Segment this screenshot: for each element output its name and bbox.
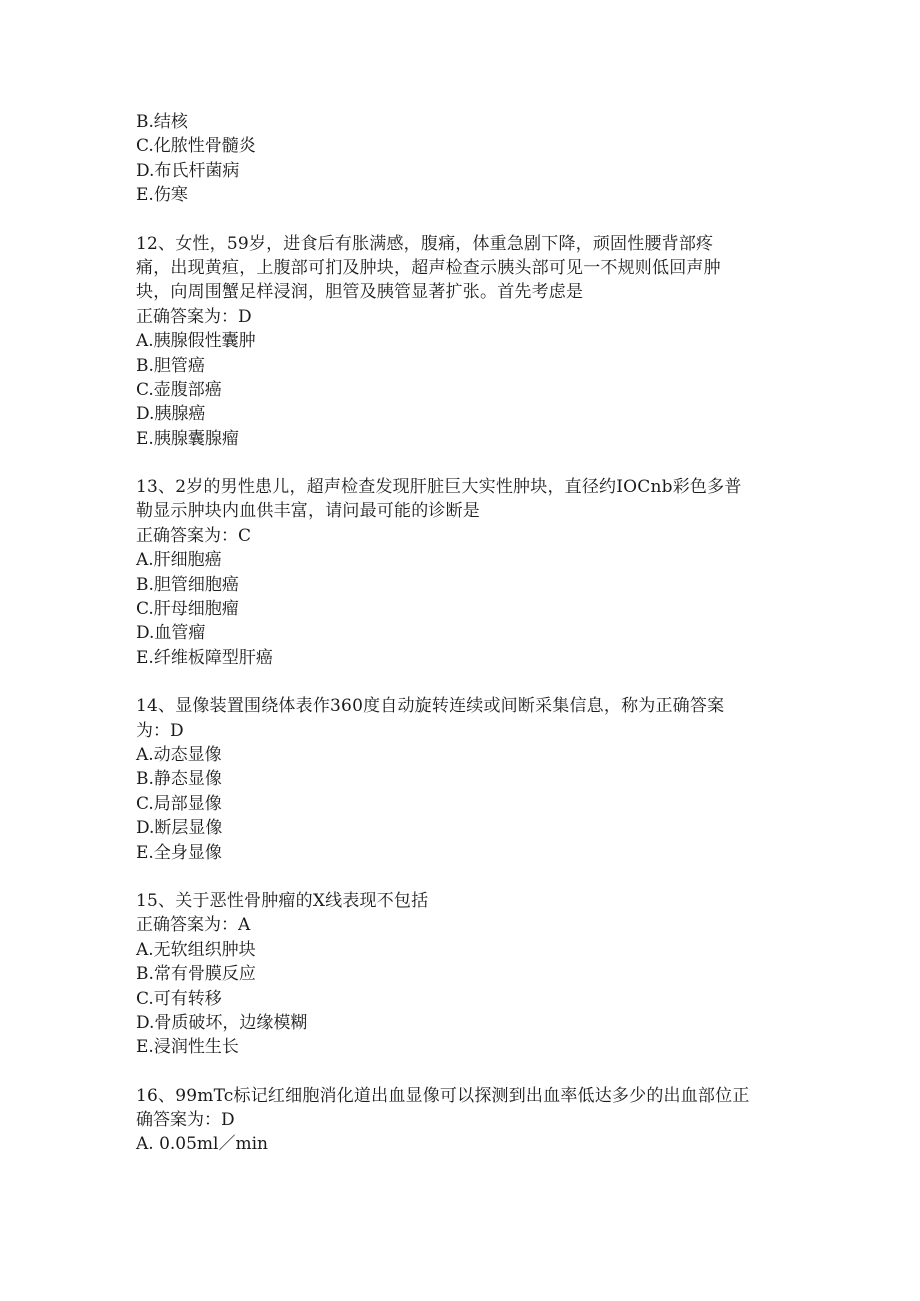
option-a: A.无软组织肿块 <box>136 939 256 960</box>
question-stem: 16、99mTc标记红细胞消化道出血显像可以探测到出血率低达多少的出血部位正 <box>136 1085 750 1106</box>
correct-answer: 确答案为：D <box>136 1110 235 1131</box>
option-c: C.局部显像 <box>136 793 222 814</box>
question-13 <box>136 475 786 670</box>
option-c: C.可有转移 <box>136 988 222 1009</box>
correct-answer: 为：D <box>136 720 184 741</box>
option-b: B.静态显像 <box>136 769 222 790</box>
question-stem: 勒显示肿块内血供丰富，请问最可能的诊断是 <box>136 501 480 522</box>
option-e: E.纤维板障型肝癌 <box>136 647 273 668</box>
option-a: A.动态显像 <box>136 744 222 765</box>
question-stem: 12、女性，59岁，进食后有胀满感，腹痛，体重急剧下降，顽固性腰背部疼 <box>136 233 714 254</box>
correct-answer: 正确答案为：C <box>136 525 252 546</box>
question-stem: 13、2岁的男性患儿，超声检查发现肝脏巨大实性肿块，直径约IOCnb彩色多普 <box>136 477 742 498</box>
document-page <box>136 110 786 1157</box>
option-d: D.断层显像 <box>136 818 223 839</box>
option-d: D.胰腺癌 <box>136 404 206 425</box>
option-d: D.血管瘤 <box>136 623 206 644</box>
previous-question-options <box>136 110 786 208</box>
option-a: A. 0.05ml／min <box>136 1134 268 1155</box>
option-d: D.骨质破坏，边缘模糊 <box>136 1012 308 1033</box>
question-stem: 15、关于恶性骨肿瘤的X线表现不包括 <box>136 890 429 911</box>
option-e: E.伤寒 <box>136 185 188 206</box>
question-15 <box>136 889 786 1060</box>
question-16 <box>136 1084 786 1157</box>
option-a: A.肝细胞癌 <box>136 550 222 571</box>
option-b: B.胆管癌 <box>136 355 205 376</box>
correct-answer: 正确答案为：D <box>136 306 252 327</box>
option-b: B.胆管细胞癌 <box>136 574 239 595</box>
option-e: E.全身显像 <box>136 842 222 863</box>
option-e: E.浸润性生长 <box>136 1037 239 1058</box>
option-a: A.胰腺假性囊肿 <box>136 331 256 352</box>
option-b: B.常有骨膜反应 <box>136 964 256 985</box>
option-c: C.肝母细胞瘤 <box>136 599 239 620</box>
option-b: B.结核 <box>136 112 188 132</box>
question-14 <box>136 694 786 865</box>
question-stem: 14、显像装置围绕体表作360度自动旋转连续或间断采集信息，称为正确答案 <box>136 696 725 717</box>
correct-answer: 正确答案为：A <box>136 915 251 936</box>
option-c: C.壶腹部癌 <box>136 379 222 400</box>
option-e: E.胰腺囊腺瘤 <box>136 428 239 449</box>
option-d: D.布氏杆菌病 <box>136 160 240 181</box>
question-stem: 痛，出现黄疸，上腹部可扪及肿块，超声检查示胰头部可见一不规则低回声肿 <box>136 257 721 278</box>
question-stem: 块，向周围蟹足样浸润，胆管及胰管显著扩张。首先考虑是 <box>136 282 584 303</box>
option-c: C.化脓性骨髓炎 <box>136 136 256 157</box>
question-12 <box>136 232 786 452</box>
